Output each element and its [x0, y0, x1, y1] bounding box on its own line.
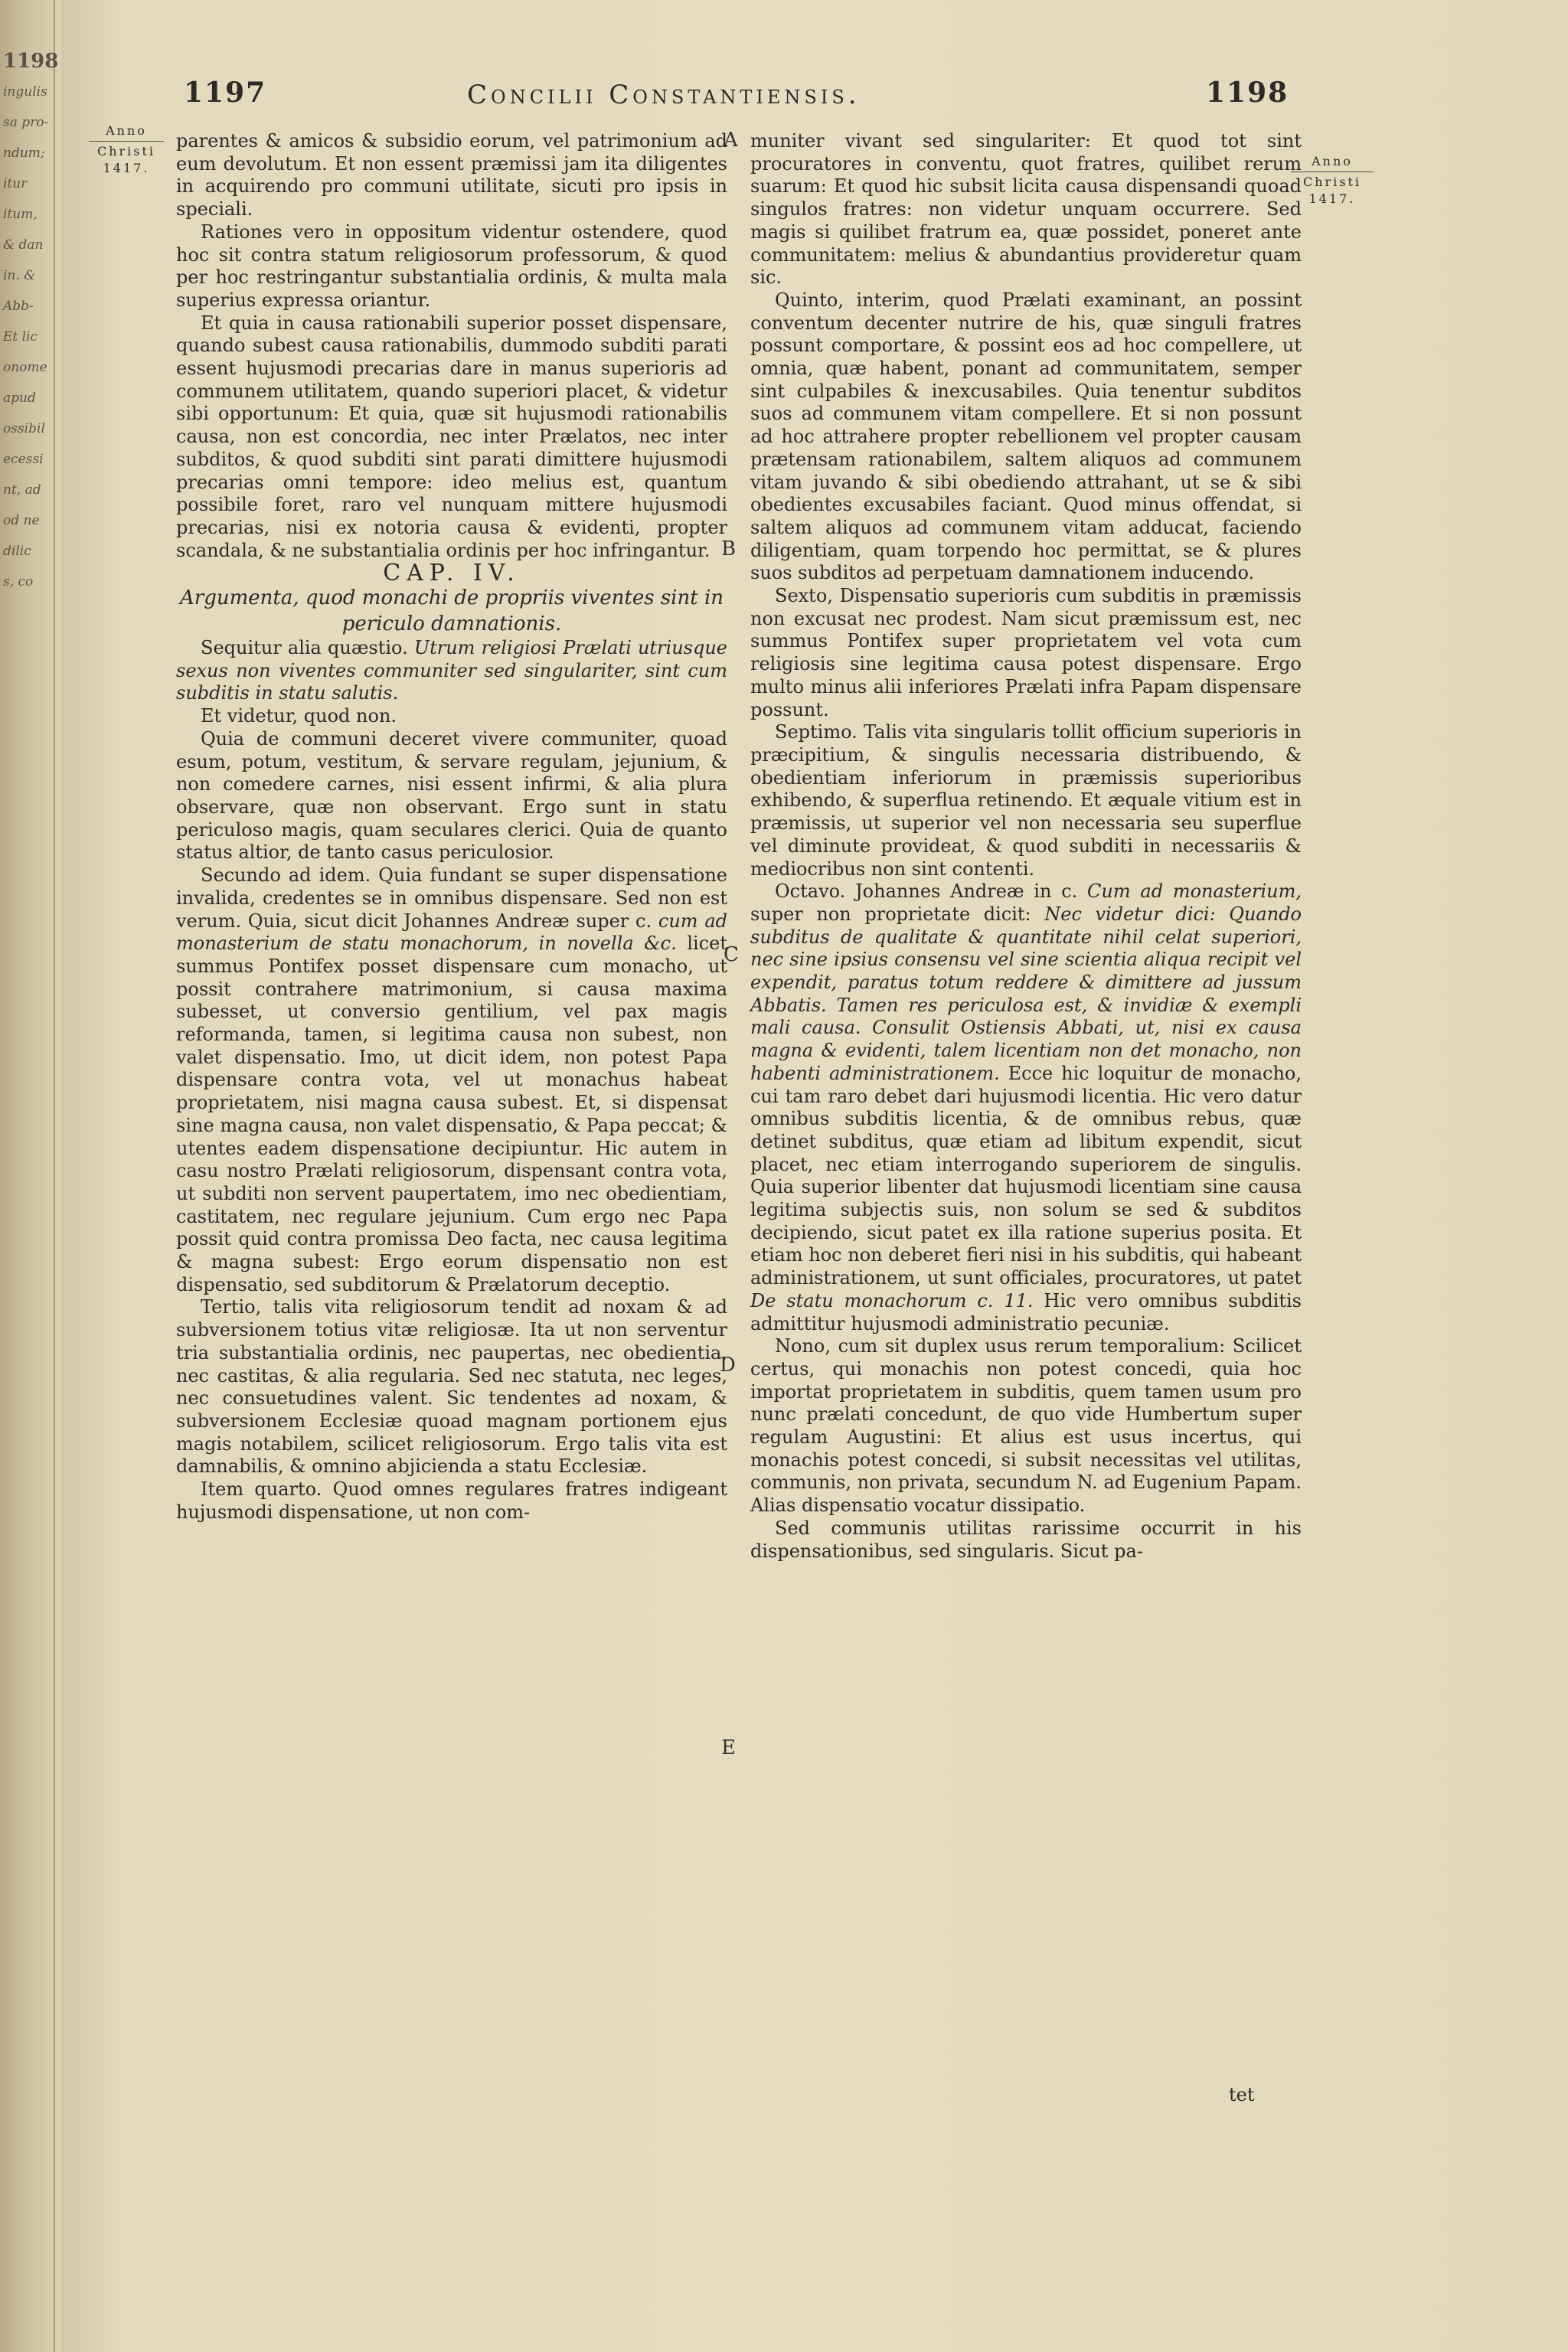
prev-edge-fragment: ingulis — [3, 84, 47, 100]
previous-page-edge — [3, 0, 59, 2352]
prev-edge-fragment: onome — [3, 360, 47, 375]
paragraph: Et videtur, quod non. — [201, 705, 397, 727]
text-run: Ecce hic loquitur de monacho, cui tam raro debet dari hujusmodi licentia. Hic vero datur omnibus subditis licentia, & de omnibus rebus, quæ detinet subditus, quæ etiam ad libitum expendit, sicut placet, nec etiam interrogando superiorem de singulis. Quia superior libenter dat hujusmodi licentiam sine causa legitima subjectis suis, non solum se sed & subditos decipiendo, sicut patet ex illa ratione superius posita. Et etiam hoc non deberet fieri nisi in his subditis, qui habeant administrationem, ut sunt officiales, procuratores, ut patet — [750, 1062, 1302, 1289]
text-run: Hic vero omnibus subditis admittitur hujusmodi administratio pecuniæ. — [750, 1289, 1302, 1334]
question-lead: Sequitur alia quæstio. — [201, 637, 408, 659]
paragraph: Sexto, Dispensatio superioris cum subditis in præmissis non excusat nec prodest. Nam sicut præmissum est, nec summus Pontifex super proprietatem vel vota cum religiosis sine legitima causa potest dispensare. Ergo multo minus alii inferiores Prælati infra Papam dispensare possunt. — [750, 585, 1302, 720]
prev-edge-fragment: itum, — [3, 207, 38, 222]
prev-edge-fragment: s, co — [3, 574, 34, 590]
anno-year: 1417. — [103, 161, 150, 175]
prev-edge-fragment: apud — [3, 390, 36, 406]
anno-label: Anno — [1312, 154, 1353, 168]
anno-christi-left — [84, 122, 168, 177]
text-run: Octavo. Johannes Andreæ in c. — [775, 880, 1078, 903]
paragraph: Rationes vero in oppositum videntur ostendere, quod hoc sit contra statum religiosorum professorum, & quod per hoc restringantur substantialia ordinis, & multa mala superius expressa oriantur. — [176, 220, 727, 311]
paragraph: Quinto, interim, quod Prælati examinant, an possint conventum decenter nutrire de his, quæ singuli fratres possunt comportare, & possint eos ad hoc compellere, ut omnia, quæ habent, ponant ad communitatem, semper sint culpabiles & inexcusabiles. Quia tenentur subditos suos ad communem vitam compellere. Et si non possunt ad hoc attrahere propter rebellionem vel propter causam prætensam rationabilem, saltem aliquos ad communem vitam juvando & sibi obediendo attrahant, ut se & sibi obedientes excusabiles faciant. Quod minus offendat, si saltem aliquos ad communem vitam adducat, faciendo diligentiam, quam torpendo hoc permittat, se & plures suos subditos ad perpetuam damnationem inducendo. — [750, 289, 1302, 584]
running-header — [61, 77, 1568, 122]
left-page-number: 1197 — [184, 77, 267, 109]
anno-year: 1417. — [1308, 191, 1356, 206]
christi-label: Christi — [1302, 175, 1362, 189]
paragraph: Et quia in causa rationabili superior posset dispensare, quando subest causa rationabilis, dummodo subditi parati essent hujusmodi precarias dare in manus superioris ad communem utilitatem, quando superiori placet, & videtur sibi opportunum: Et quia, quæ sit hujusmodi rationabilis causa, non est concordia, nec inter Prælatos, nec inter subditos, & quod subditi sint parati dimittere hujusmodi precarias omni tempore: ideo melius est, quantum possibile foret, raro vel nunquam mittere hujusmodi precarias, nisi ex notoria causa & evidenti, propter scandala, & ne substantialia ordinis per hoc infringantur. — [176, 312, 727, 561]
chapter-title: Argumenta, quod monachi de propriis viventes sint in periculo damnationis. — [179, 586, 724, 636]
right-page-number: 1198 — [1206, 77, 1289, 109]
citation: De statu monachorum c. 11. — [750, 1289, 1034, 1312]
prev-edge-fragment: Et lic — [3, 329, 38, 345]
section-marker-b: B — [721, 537, 737, 560]
paragraph: Quia de communi deceret vivere communiter, quoad esum, potum, vestitum, & servare regulam, jejunium, & non comedere carnes, nisi essent infirmi, & alia plura observare, quæ non observant. Ergo sunt in statu periculoso magis, quam seculares clerici. Quia de quanto status altior, de tanto casus periculosior. — [176, 727, 727, 864]
paragraph: parentes & amicos & subsidio eorum, vel patrimonium ad eum devolutum. Et non essent præmissi jam ita diligentes in acquirendo pro communi utilitate, sicuti pro ipsis in speciali. — [176, 130, 727, 220]
right-text-column — [750, 130, 1302, 1563]
section-marker-e: E — [721, 1736, 736, 1759]
prev-edge-fragment: sa pro- — [3, 115, 49, 130]
prev-edge-fragment: ndum; — [3, 145, 45, 161]
prev-edge-fragment: in. & — [3, 268, 36, 283]
paragraph: Tertio, talis vita religiosorum tendit ad noxam & ad subversionem totius vitæ religiosæ. Ita ut non serventur tria substantialia ordinis, nec paupertas, nec obedientia, nec castitas, & alia regularia. Sed nec statuta, nec leges, nec consuetudines valent. Sic tendentes ad noxam, & subversionem Ecclesiæ quoad magnam portionem ejus magis notabilem, scilicet religiosorum. Ergo talis vita est damnabilis, & omnino abjicienda a statu Ecclesiæ. — [176, 1296, 727, 1478]
prev-edge-fragment: & dan — [3, 237, 44, 253]
section-marker-c: C — [724, 943, 739, 966]
citation: Cum ad monasterium, — [1087, 880, 1302, 903]
section-marker-a: A — [724, 129, 738, 152]
paragraph — [176, 637, 727, 705]
section-marker-d: D — [720, 1354, 736, 1377]
anno-label: Anno — [106, 123, 147, 138]
paragraph: Sed communis utilitas rarissime occurrit in his dispensationibus, sed singularis. Sicut pa- — [750, 1517, 1302, 1562]
prev-edge-fragment: itur — [3, 176, 28, 191]
prev-page-number: 1198 — [3, 50, 59, 73]
prev-edge-fragment: ecessi — [3, 452, 44, 467]
text-run: Secundo ad idem. Quia fundant se super dispensatione invalida, credentes se in omnibus dispensare. Sed non est verum. Quia, sicut dicit Johannes Andreæ super c. — [176, 864, 727, 932]
prev-edge-fragment: dilic — [3, 544, 31, 559]
citation: cum ad monasterium de statu monachorum, in novella &c. — [176, 910, 727, 955]
paragraph — [750, 880, 1302, 1335]
prev-edge-fragment: ossibil — [3, 421, 45, 436]
paragraph — [176, 864, 727, 1296]
prev-edge-fragment: Abb- — [3, 299, 34, 314]
question-text: Utrum religiosi Prælati utriusque sexus non viventes communiter sed singulariter, sint cum subditis in statu salutis. — [176, 637, 727, 704]
paragraph: Item quarto. Quod omnes regulares fratres indigeant hujusmodi dispensatione, ut non com- — [176, 1478, 727, 1523]
text-run: licet summus Pontifex posset dispensare cum monacho, ut possit contrahere matrimonium, si causa maxima subesset, ut conversio gentilium, vel pax magis reformanda, tamen, si legitima causa non subest, non valet dispensatio. Imo, ut dicit idem, non potest Papa dispensare contra vota, vel ut monachus habeat proprietatem, nisi magna causa subest. Et, si dispensat sine magna causa, non valet dispensatio, & Papa peccat; & utentes eadem dispensatione decipiuntur. Hic autem in casu nostro Prælati religiosorum, dispensant contra vota, ut subditi non servent paupertatem, imo nec obedientiam, castitatem, nec regulare jejunium. Cum ergo nec Papa possit quid contra promissa Deo facta, nec causa legitima & magna subest: Ergo eorum dispensatio non est dispensatio, sed subditorum & Prælatorum deceptio. — [176, 933, 727, 1295]
text-run: super non proprietate dicit: — [750, 903, 1031, 925]
chapter-heading: CAP. IV. — [383, 560, 521, 587]
left-text-column — [176, 130, 727, 1524]
paragraph: Septimo. Talis vita singularis tollit officium superioris in præcipitium, & singulis necessaria distribuendo, & obedientiam inferiorum in præmissis superioribus exhibendo, & superflua retinendo. Et æquale vitium est in præmissis, ut superior vel non necessaria seu superflue vel diminute provideat, & quod subditi in necessariis & mediocribus non sint contenti. — [750, 721, 1302, 880]
catchword: tet — [1229, 2084, 1255, 2105]
book-page — [61, 0, 1568, 2352]
prev-edge-fragment: nt, ad — [3, 482, 41, 498]
paragraph: Nono, cum sit duplex usus rerum temporalium: Scilicet certus, qui monachis non potest concedi, quia hoc importat proprietatem in subditis, quem tamen usum pro nunc prælati concedunt, de quo vide Humbertum super regulam Augustini: Et alius est usus incertus, qui monachis potest concedi, si subsit necessitas vel utilitas, communis, non privata, secundum N. ad Eugenium Papam. Alias dispensatio vocatur dissipatio. — [750, 1335, 1302, 1517]
anno-rule — [89, 141, 164, 142]
prev-edge-fragment: od ne — [3, 513, 40, 528]
running-title: Concilii Constantiensis. — [467, 80, 861, 110]
paragraph: muniter vivant sed singulariter: Et quod tot sint procuratores in conventu, quot fratres, quilibet rerum suarum: Et quod hic subsit licita causa dispensandi quoad singulos fratres: non videtur unquam occurrere. Sed magis si quilibet fratrum ea, quæ possidet, poneret ante communitatem: melius & abundantius provideretur quam sic. — [750, 130, 1302, 289]
quotation: Nec videtur dici: Quando subditus de qualitate & quantitate nihil celat superiori, nec sine ipsius consensu vel sine scientia aliqua recipit vel expendit, paratus totum reddere & dimittere ad jussum Abbatis. Tamen res periculosa est, & invidiæ & exempli mali causa. Consulit Ostiensis Abbati, ut, nisi ex causa magna & evidenti, talem licentiam non det monacho, non habenti administrationem. — [750, 903, 1302, 1084]
christi-label: Christi — [96, 144, 156, 158]
